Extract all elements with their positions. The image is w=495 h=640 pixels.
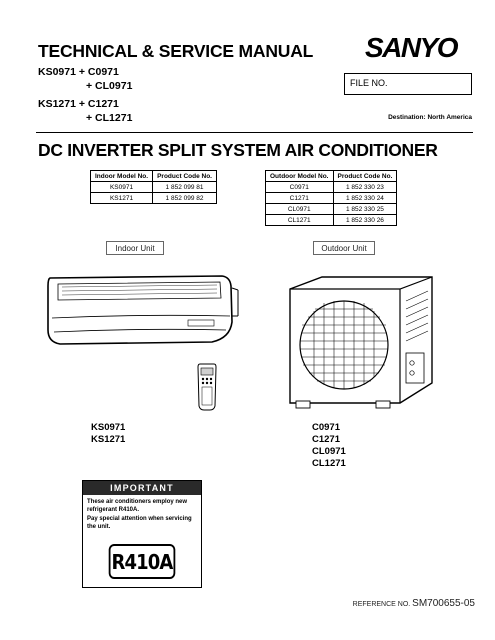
list-item: CL1271 (312, 458, 346, 469)
important-text-2: Pay special attention when servicing the unit. (87, 516, 192, 530)
indoor-unit-label: Indoor Unit (106, 241, 164, 255)
indoor-table-header-model: Indoor Model No. (91, 171, 153, 182)
table-row (266, 193, 397, 204)
table-cell: KS0971 (91, 182, 153, 193)
indoor-table-header-code: Product Code No. (153, 171, 217, 182)
manual-title: TECHNICAL & SERVICE MANUAL (38, 41, 314, 61)
important-notice (82, 480, 202, 588)
important-heading: IMPORTANT (83, 481, 201, 495)
outdoor-table-header-code: Product Code No. (333, 171, 397, 182)
table-row (91, 182, 217, 193)
model-line-4: + CL1271 (86, 112, 133, 124)
indoor-model-list (91, 422, 125, 446)
table-cell: 1 852 099 81 (153, 182, 217, 193)
outdoor-unit-illustration (282, 273, 447, 413)
file-no-label: FILE NO. (350, 78, 388, 88)
table-cell: 1 852 330 26 (333, 215, 397, 226)
table-row (91, 193, 217, 204)
list-item: C1271 (312, 434, 340, 445)
table-cell: 1 852 330 24 (333, 193, 397, 204)
model-line-1: KS0971 + C0971 (38, 66, 119, 78)
outdoor-unit-label: Outdoor Unit (313, 241, 375, 255)
table-row (266, 182, 397, 193)
model-line-3: KS1271 + C1271 (38, 98, 119, 110)
sanyo-logo (352, 33, 470, 61)
table-row (266, 215, 397, 226)
file-no-box (344, 73, 472, 95)
remote-control-illustration (196, 362, 218, 412)
table-cell: 1 852 330 23 (333, 182, 397, 193)
important-text-1: These air conditioners employ new refrigerant R410A. (87, 499, 188, 513)
table-cell: C0971 (266, 182, 334, 193)
list-item: CL0971 (312, 446, 346, 457)
model-line-2: + CL0971 (86, 80, 133, 92)
header-divider (36, 132, 473, 133)
table-cell: C1271 (266, 193, 334, 204)
list-item: KS1271 (91, 434, 126, 445)
table-cell: CL1271 (266, 215, 334, 226)
indoor-unit-illustration (40, 272, 240, 352)
reference-number (353, 598, 475, 609)
destination: Destination: North America (388, 114, 472, 121)
list-item: C0971 (312, 422, 340, 433)
list-item: KS0971 (91, 422, 126, 433)
brand-wordmark: SANYO (364, 33, 458, 61)
outdoor-model-list (312, 422, 346, 470)
table-cell: 1 852 099 82 (153, 193, 217, 204)
outdoor-code-table (265, 170, 397, 226)
refrigerant-badge: R410A (109, 544, 176, 579)
table-cell: KS1271 (91, 193, 153, 204)
outdoor-table-header-model: Outdoor Model No. (266, 171, 334, 182)
product-headline: DC INVERTER SPLIT SYSTEM AIR CONDITIONER (38, 140, 438, 160)
indoor-code-table (90, 170, 217, 204)
table-row (266, 204, 397, 215)
reference-label: REFERENCE NO. (352, 601, 411, 608)
reference-value: SM700655-05 (412, 598, 475, 609)
table-cell: 1 852 330 25 (333, 204, 397, 215)
table-cell: CL0971 (266, 204, 334, 215)
